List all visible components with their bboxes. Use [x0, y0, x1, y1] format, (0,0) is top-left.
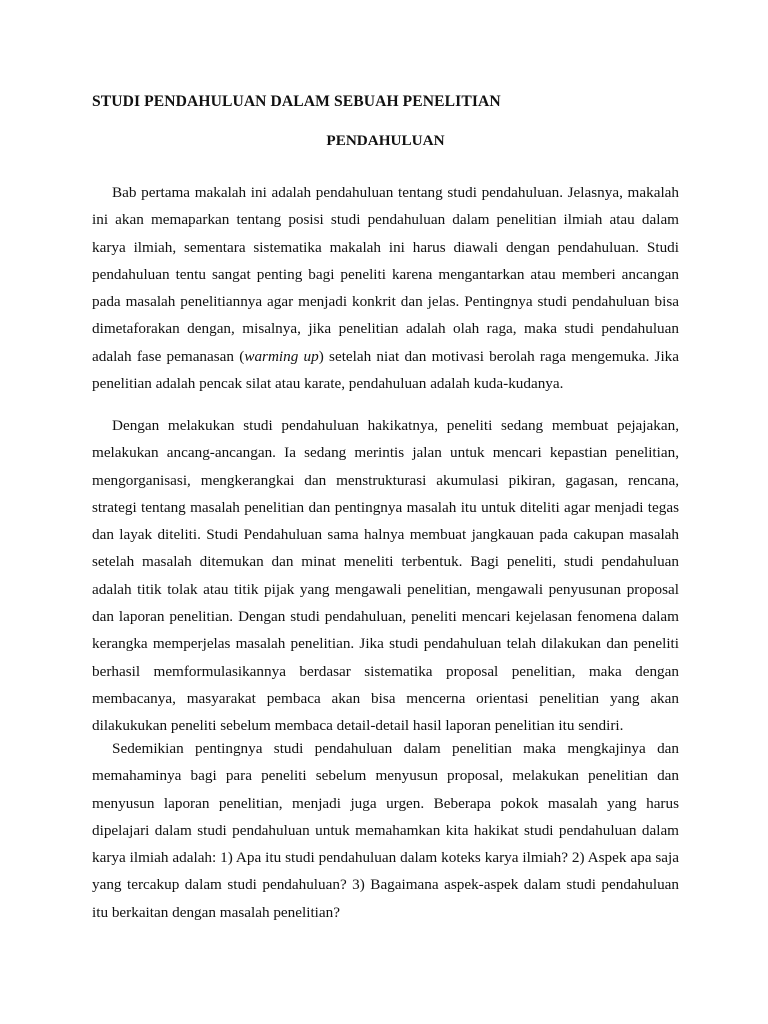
- paragraph-1-text-end: ) setelah niat dan motivasi berolah raga mengemuka. Jika penelitian adalah pencak silat atau karate, pendahuluan adalah kuda-kudanya.: [92, 347, 680, 393]
- paragraph-1-text-start: Bab pertama makalah ini adalah pendahuluan tentang studi pendahuluan. Jelasnya, makalah ini akan memaparkan tentang posisi studi pendahuluan dalam penelitian ilmiah atau dalam karya ilmiah, sementara sistematika makalah ini harus diawali dengan pendahuluan. Studi pendahuluan tentu sangat penting bagi peneliti karena mengantarkan atau memberi ancangan pada masalah penelitiannya agar menjadi konkrit dan jelas. Pentingnya studi pendahuluan bisa dimetaforakan dengan, misalnya, jika penelitian adalah olah raga, maka studi pendahuluan adalah fase pemanasan (: [92, 184, 679, 365]
- section-heading: PENDAHULUAN: [326, 132, 445, 149]
- paragraph-3: Sedemikian pentingnya studi pendahuluan dalam penelitian maka mengkajinya dan memahaminya bagi para peneliti sebelum menyusun proposal, melakukan penelitian dan menyusun laporan penelitian, menjadi juga urgen. Beberapa pokok masalah yang harus dipelajari dalam studi pendahuluan untuk memahamkan kita hakikat studi pendahuluan dalam karya ilmiah adalah: 1) Apa itu studi pendahuluan dalam koteks karya ilmiah? 2) Aspek apa saja yang tercakup dalam studi pendahuluan? 3) Bagaimana aspek-aspek dalam studi pendahuluan itu berkaitan dengan masalah penelitian?: [92, 740, 679, 921]
- paragraph-2: Dengan melakukan studi pendahuluan hakikatnya, peneliti sedang membuat pejajakan, melakukan ancang-ancangan. Ia sedang merintis jalan untuk mencari kepastian penelitian, mengorganisasi, mengkerangkai dan menstrukturasi akumulasi pikiran, gagasan, rencana, strategi tentang masalah penelitian dan pentingnya masalah itu untuk diteliti agar menjadi tegas dan layak diteliti. Studi Pendahuluan sama halnya membuat jangkauan pada cakupan masalah setelah masalah ditemukan dan minat meneliti terbentuk. Bagi peneliti, studi pendahuluan adalah titik tolak atau titik pijak yang mengawali penelitian, mengawali penyusunan proposal dan laporan penelitian. Dengan studi pendahuluan, peneliti mencari kejelasan fenomena dalam kerangka memperjelas masalah penelitian. Jika studi pendahuluan telah dilakukan dan peneliti berhasil memformulasikannya berdasar sistematika proposal penelitian, maka dengan membacanya, masyarakat pembaca akan bisa mencerna orientasi penelitian yang akan dilakukukan peneliti sebelum membaca detail-detail hasil laporan penelitian itu sendiri.: [92, 417, 679, 735]
- paragraph-1-italic-term: warming up: [244, 347, 319, 365]
- document-title: STUDI PENDAHULUAN DALAM SEBUAH PENELITIAN: [92, 93, 501, 110]
- paragraph-1: [92, 179, 679, 397]
